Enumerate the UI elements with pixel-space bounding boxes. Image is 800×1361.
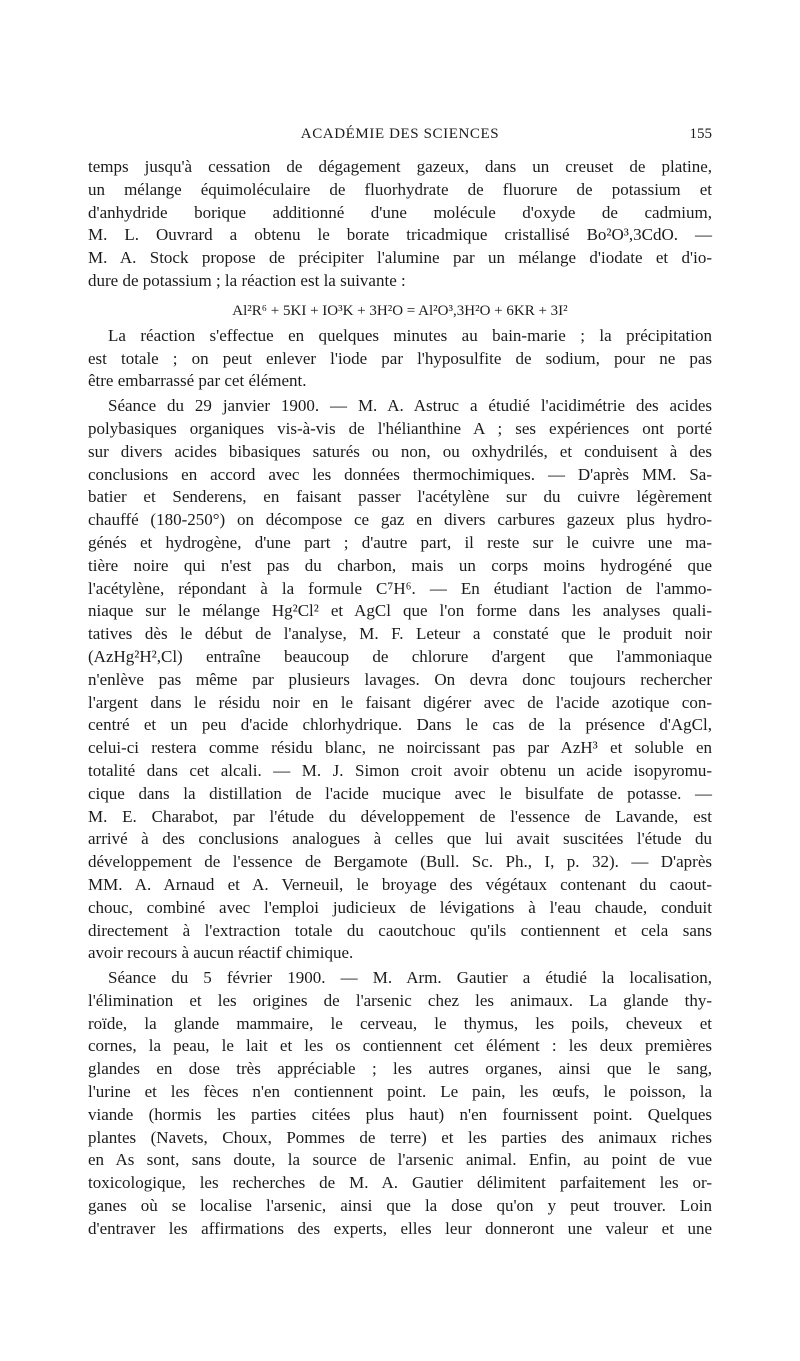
text-line: (AzHg²H²,Cl) entraîne beaucoup de chlorure d'argent que l'ammoniaque — [88, 646, 712, 666]
text-line: MM. A. Arnaud et A. Verneuil, le broyage des végétaux contenant du caout- — [88, 874, 712, 894]
running-title: ACADÉMIE DES SCIENCES — [300, 126, 500, 142]
text-line: chouc, combiné avec l'emploi judicieux de lévigations à l'eau chaude, conduit — [88, 897, 712, 917]
text-line: être embarrassé par cet élément. — [88, 371, 307, 391]
text-line: avoir recours à aucun réactif chimique. — [88, 943, 354, 963]
text-line: roïde, la glande mammaire, le cerveau, le thymus, les poils, cheveux et — [88, 1013, 712, 1033]
text-line: directement à l'extraction totale du caoutchouc qu'ils contiennent et cela sans — [88, 920, 712, 940]
text-line: temps jusqu'à cessation de dégagement gazeux, dans un creuset de platine, — [88, 157, 712, 176]
text-line: cornes, la peau, le lait et les os contiennent cet élément : les deux premières — [88, 1036, 712, 1056]
text-line: niaque sur le mélange Hg²Cl² et AgCl que l'on forme dans les analyses quali- — [88, 601, 712, 621]
text-line: est totale ; on peut enlever l'iode par l'hyposulfite de sodium, pour ne pas — [88, 348, 712, 368]
text-line: d'anhydride borique additionné d'une molécule d'oxyde de cadmium, — [88, 202, 712, 222]
text-line: d'entraver les affirmations des experts, elles leur donneront une valeur et une — [88, 1218, 712, 1238]
text-line: l'élimination et les origines de l'arsenic chez les animaux. La glande thy- — [88, 990, 712, 1010]
text-line: en As sont, sans doute, la source de l'arsenic animal. Enfin, au point de vue — [88, 1150, 712, 1170]
text-line: ganes où se localise l'arsenic, ainsi que la dose qu'on y peut trouver. Loin — [88, 1196, 712, 1216]
text-line: tière noire qui n'est pas du charbon, mais un corps moins hydrogéné que — [88, 555, 712, 575]
text-line: l'urine et les fèces n'en contiennent point. Le pain, les œufs, le poisson, la — [88, 1082, 712, 1102]
text-line: batier et Senderens, en faisant passer l'acétylène sur du cuivre légèrement — [88, 487, 712, 507]
text-line: M. A. Stock propose de précipiter l'alumine par un mélange d'iodate et d'io- — [88, 248, 712, 268]
text-line: tatives dès le début de l'analyse, M. F. Leteur a constaté que le produit noir — [88, 624, 712, 644]
text-line: chauffé (180-250°) on décompose ce gaz en divers carbures gazeux plus hydro- — [88, 510, 712, 530]
body-text — [88, 156, 712, 1241]
text-line: conclusions en accord avec les données thermochimiques. — D'après MM. Sa- — [88, 464, 712, 484]
text-line: plantes (Navets, Choux, Pommes de terre) et les parties des animaux riches — [88, 1127, 712, 1147]
text-line: un mélange équimoléculaire de fluorhydrate de fluorure de potassium et — [88, 179, 712, 199]
text-line: M. E. Charabot, par l'étude du développement de l'essence de Lavande, est — [88, 806, 712, 826]
text-line: glandes en dose très appréciable ; les autres organes, ainsi que le sang, — [88, 1059, 712, 1079]
chemical-equation: Al²R⁶ + 5KI + IO³K + 3H²O = Al²O³,3H²O + 6KR + 3I² — [232, 302, 568, 319]
text-line: totalité dans cet alcali. — M. J. Simon croit avoir obtenu un acide isopyromu- — [88, 760, 712, 780]
paragraph-gap — [88, 293, 712, 295]
text-line: sur divers acides bibasiques saturés ou non, ou oxhydrilés, et conduisent à des — [88, 441, 712, 461]
paragraph-first-line: Séance du 29 janvier 1900. — M. A. Astruc a étudié l'acidimétrie des acides — [108, 396, 712, 416]
page-number: 155 — [689, 126, 712, 142]
text-line: n'enlève pas même par plusieurs lavages. On devra donc toujours rechercher — [88, 669, 712, 689]
text-line: cique dans la distillation de l'acide mucique avec le bisulfate de potasse. — — [88, 783, 712, 803]
paragraph-first-line: Séance du 5 février 1900. — M. Arm. Gautier a étudié la localisation, — [108, 968, 712, 988]
text-line: arrivé à des conclusions analogues à celles que lui avait suscitées l'étude du — [88, 829, 712, 849]
text-line: viande (hormis les parties citées plus haut) n'en fournissent point. Quelques — [88, 1104, 712, 1124]
text-line: développement de l'essence de Bergamote (Bull. Sc. Ph., I, p. 32). — D'après — [88, 852, 712, 872]
text-line: toxicologique, les recherches de M. A. Gautier délimitent parfaitement les or- — [88, 1173, 712, 1193]
text-line: centré et un peu d'acide chlorhydrique. Dans le cas de la présence d'AgCl, — [88, 715, 712, 735]
text-line: celui-ci restera comme résidu blanc, ne noircissant pas par AzH³ et soluble en — [88, 738, 712, 758]
text-line: génés et hydrogène, d'une part ; d'autre part, il reste sur le cuivre une ma- — [88, 532, 712, 552]
running-head — [88, 126, 712, 148]
text-line: l'argent dans le résidu noir en le faisant digérer avec de l'acide azotique con- — [88, 692, 712, 712]
text-line: dure de potassium ; la réaction est la suivante : — [88, 270, 406, 290]
paragraph-first-line: La réaction s'effectue en quelques minutes au bain-marie ; la précipitation — [108, 325, 712, 345]
text-line: l'acétylène, répondant à la formule C⁷H⁶. — En étudiant l'action de l'ammo- — [88, 578, 712, 598]
text-line: M. L. Ouvrard a obtenu le borate tricadmique cristallisé Bo²O³,3CdO. — — [88, 225, 712, 245]
text-line: polybasiques organiques vis-à-vis de l'hélianthine A ; ses expériences ont porté — [88, 418, 712, 438]
